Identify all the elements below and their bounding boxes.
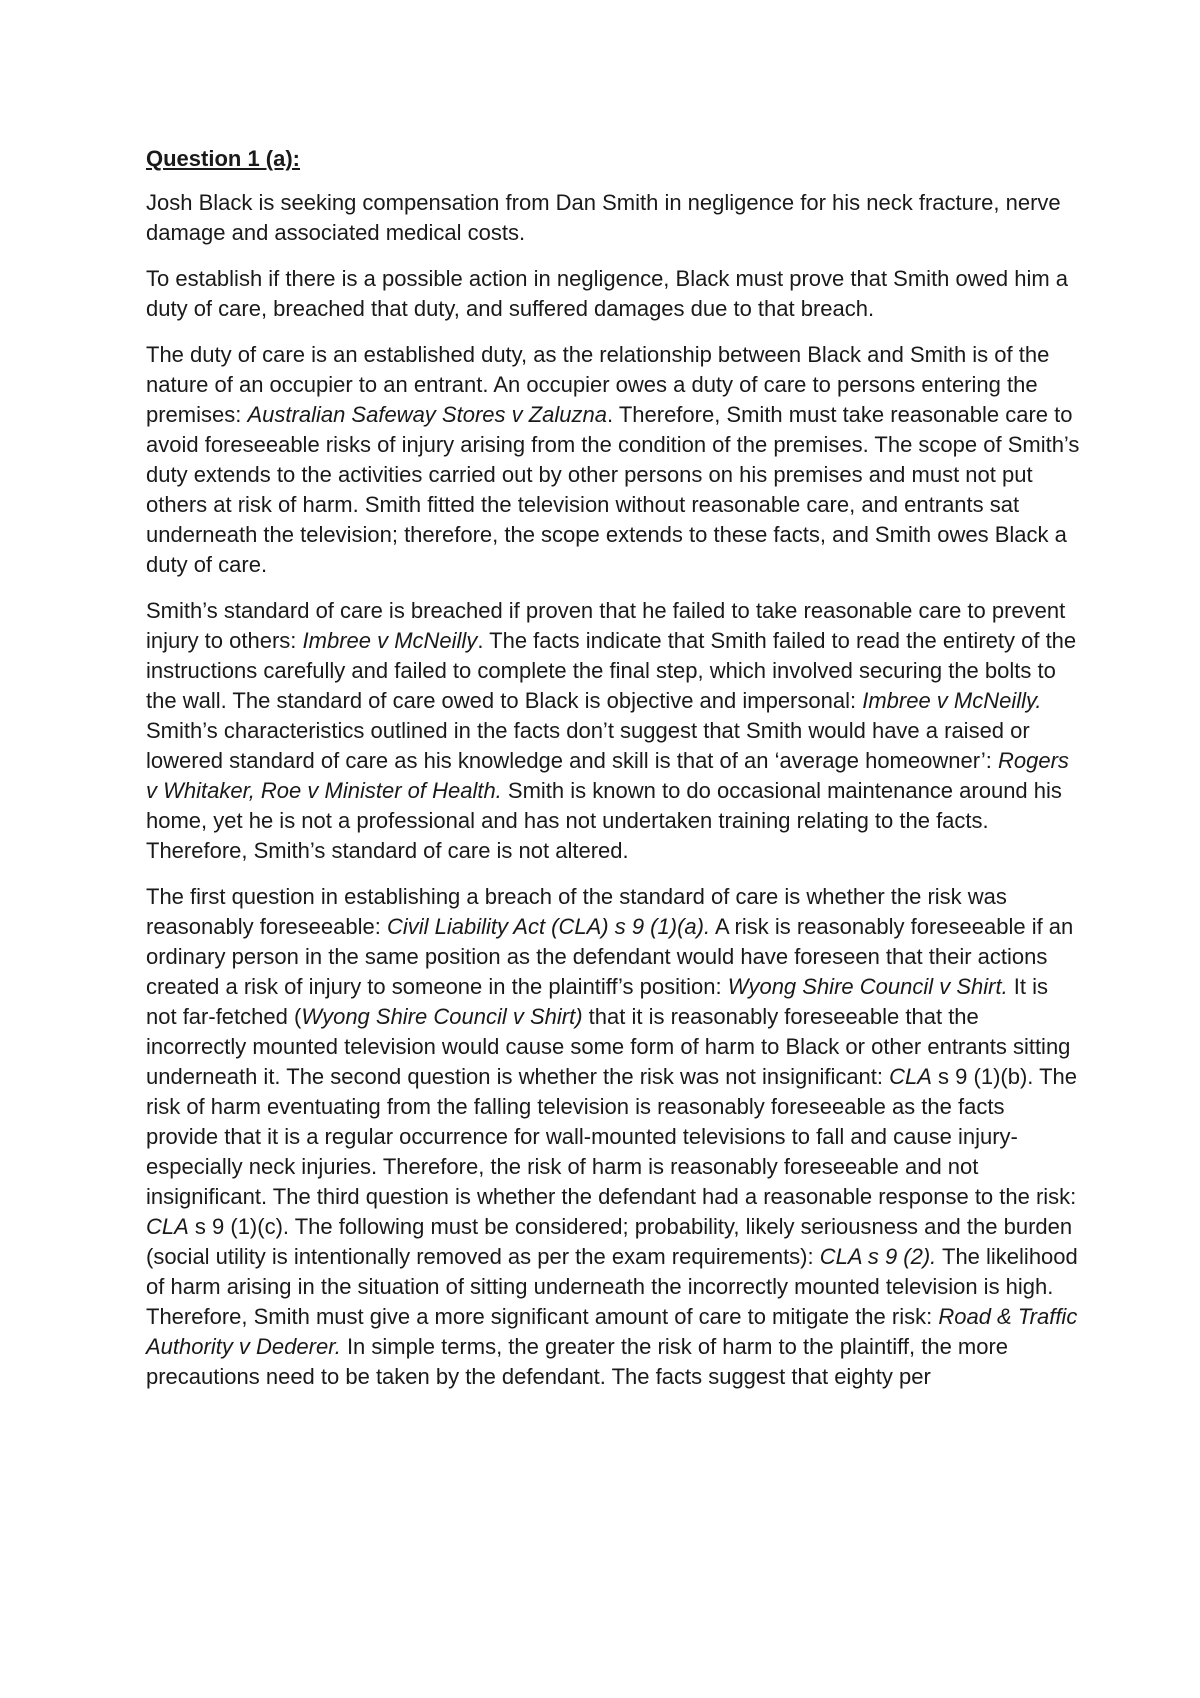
case-citation: Wyong Shire Council v Shirt. — [727, 974, 1008, 999]
paragraph-text: . Therefore, Smith must take reasonable care to avoid foreseeable risks of injury arising from the condition of the premises. The scope of Smith’s duty extends to the activities carried out by other persons on his premises and must not put others at risk of harm. Smith fitted the television without reasonable care, and entrants sat underneath the television; therefore, the scope extends to these facts, and Smith owes Black a duty of care. — [146, 402, 1080, 577]
paragraph-5 — [146, 882, 1081, 1392]
paragraph-text: s 9 (1)(b). The risk of harm eventuating from the falling television is reasonably foreseeable as the facts provide that it is a regular occurrence for wall-mounted televisions to fall and cause injury- especially neck injuries. Therefore, the risk of harm is reasonably foreseeable and not insignificant. The third question is whether the defendant had a reasonable response to the risk: — [146, 1064, 1078, 1209]
question-heading: Question 1 (a): — [146, 146, 301, 171]
statute-citation: Civil Liability Act (CLA) s 9 (1)(a). — [386, 914, 711, 939]
statute-citation: CLA s 9 (2). — [819, 1244, 937, 1269]
case-citation: Rogers v Whitaker, Roe v Minister of Health. — [146, 748, 1069, 803]
paragraph-4 — [146, 596, 1081, 866]
case-citation: Imbree v McNeilly. — [862, 688, 1042, 713]
statute-citation: CLA — [889, 1064, 932, 1089]
case-citation: Wyong Shire Council v Shirt) — [301, 1004, 583, 1029]
case-citation: Australian Safeway Stores v Zaluzna — [247, 402, 607, 427]
statute-citation: CLA — [146, 1214, 189, 1239]
paragraph-text: Smith’s standard of care is breached if proven that he failed to take reasonable care to prevent injury to others: — [146, 598, 1066, 653]
paragraph-text: To establish if there is a possible action in negligence, Black must prove that Smith owed him a duty of care, breached that duty, and suffered damages due to that breach. — [146, 266, 1069, 321]
paragraph-text: that it is reasonably foreseeable that the incorrectly mounted television would cause some form of harm to Black or other entrants sitting underneath it. The second question is whether the risk was not insignificant: — [146, 1004, 1071, 1089]
paragraph-text: The likelihood of harm arising in the situation of sitting underneath the incorrectly mounted television is high. Therefore, Smith must give a more significant amount of care to mitigate the risk: — [146, 1244, 1078, 1329]
paragraph-text: Josh Black is seeking compensation from Dan Smith in negligence for his neck fracture, nerve damage and associated medical costs. — [146, 190, 1061, 245]
case-citation: Imbree v McNeilly — [302, 628, 478, 653]
paragraph-1 — [146, 188, 1081, 248]
paragraph-text: The duty of care is an established duty, as the relationship between Black and Smith is of the nature of an occupier to an entrant. An occupier owes a duty of care to persons entering the premises: — [146, 342, 1050, 427]
paragraph-3 — [146, 340, 1081, 580]
document-body — [146, 144, 1081, 1408]
paragraph-text: A risk is reasonably foreseeable if an ordinary person in the same position as the defendant would have foreseen that their actions created a risk of injury to someone in the plaintiff’s position: — [146, 914, 1074, 999]
paragraph-text: It is not far-fetched ( — [146, 974, 1049, 1029]
paragraph-text: Smith is known to do occasional maintenance around his home, yet he is not a professional and has not undertaken training relating to the facts. Therefore, Smith’s standard of care is not altered. — [146, 778, 1062, 863]
paragraph-text: Smith’s characteristics outlined in the facts don’t suggest that Smith would have a raised or lowered standard of care as his knowledge and skill is that of an ‘average homeowner’: — [146, 718, 1030, 773]
paragraph-text: The first question in establishing a breach of the standard of care is whether the risk was reasonably foreseeable: — [146, 884, 1007, 939]
paragraph-text: s 9 (1)(c). The following must be considered; probability, likely seriousness and the burden (social utility is intentionally removed as per the exam requirements): — [146, 1214, 1073, 1269]
case-citation: Road & Traffic Authority v Dederer. — [146, 1304, 1078, 1359]
paragraph-text: In simple terms, the greater the risk of harm to the plaintiff, the more precautions need to be taken by the defendant. The facts suggest that eighty per — [146, 1334, 1009, 1389]
paragraph-2 — [146, 264, 1081, 324]
paragraph-text: . The facts indicate that Smith failed to read the entirety of the instructions carefully and failed to complete the final step, which involved securing the bolts to the wall. The standard of care owed to Black is objective and impersonal: — [146, 628, 1077, 713]
